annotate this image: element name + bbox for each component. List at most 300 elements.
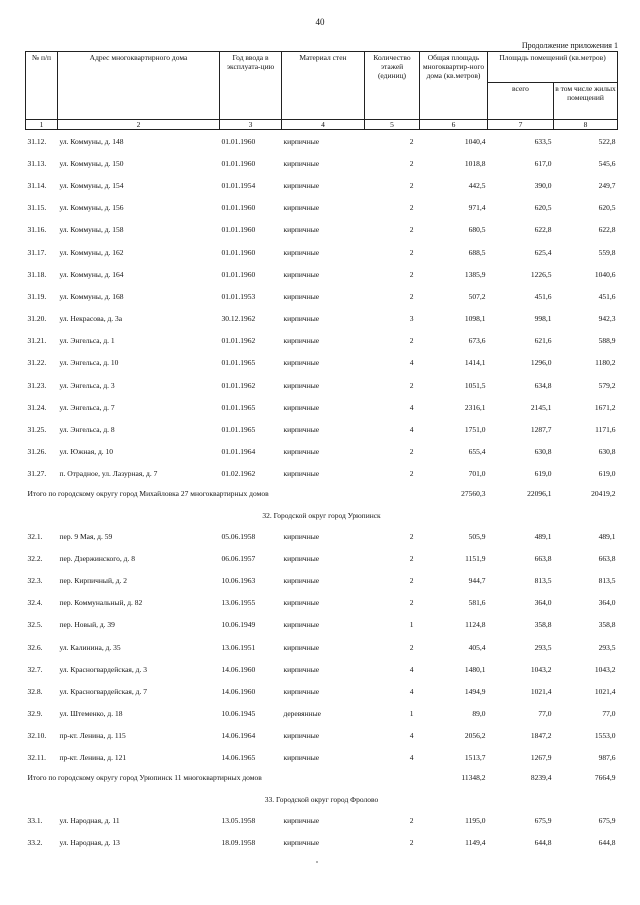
section-heading-frolovo <box>26 795 618 809</box>
row-wall-material: кирпичные <box>283 203 320 213</box>
row-rooms-living: 987,6 <box>598 753 616 763</box>
total-area: 11348,2 <box>461 773 486 783</box>
row-address: пер. Новый, д. 39 <box>59 620 115 630</box>
row-floors: 2 <box>409 815 414 825</box>
row-rooms-all: 663,8 <box>534 553 552 563</box>
row-commission-date: 01.01.1954 <box>221 180 256 190</box>
row-wall-material: кирпичные <box>283 664 320 674</box>
row-commission-date: 10.06.1963 <box>221 575 256 585</box>
row-address: ул. Коммуны, д. 168 <box>59 291 124 301</box>
table-row <box>26 219 618 241</box>
row-wall-material: кирпичные <box>283 336 320 346</box>
row-rooms-living: 579,2 <box>598 380 616 390</box>
row-total-area: 1494,9 <box>464 686 486 696</box>
header-rooms-all: всего <box>488 83 554 120</box>
row-address: ул. Энгельса, д. 10 <box>59 358 119 368</box>
row-commission-date: 01.01.1965 <box>221 358 256 368</box>
table-row <box>26 592 618 614</box>
row-address: пр-кт. Ленина, д. 121 <box>59 753 127 763</box>
header-floors: Количество этажей (единиц) <box>365 52 420 120</box>
housing-register-table <box>25 51 618 853</box>
row-wall-material: кирпичные <box>283 837 320 847</box>
row-number: 32.7. <box>27 664 43 674</box>
row-total-area: 1098,1 <box>464 314 486 324</box>
table-row <box>26 463 618 485</box>
table-row <box>26 374 618 396</box>
row-number: 31.25. <box>27 425 47 435</box>
total-rooms-living: 20419,2 <box>591 489 616 498</box>
row-rooms-all: 1043,2 <box>530 664 552 674</box>
row-address: ул. Коммуны, д. 162 <box>59 247 124 257</box>
row-rooms-all: 1296,0 <box>530 358 552 368</box>
row-address: пер. Коммунальный, д. 82 <box>59 598 143 608</box>
row-address: ул. Красногвардейская, д. 7 <box>59 686 147 696</box>
row-floors: 2 <box>409 336 414 346</box>
row-total-area: 2056,2 <box>464 731 486 741</box>
row-number: 31.13. <box>27 158 47 168</box>
row-rooms-living: 663,8 <box>598 553 616 563</box>
row-rooms-all: 813,5 <box>534 575 552 585</box>
row-commission-date: 01.01.1964 <box>221 447 256 457</box>
row-total-area: 1195,0 <box>465 815 486 825</box>
col-number: 8 <box>554 120 618 130</box>
row-address: ул. Коммуны, д. 150 <box>59 158 124 168</box>
row-number: 32.10. <box>27 731 47 741</box>
table-row <box>26 525 618 547</box>
row-number: 31.17. <box>27 247 47 257</box>
section-title: 33. Городской округ город Фролово <box>264 795 379 805</box>
row-wall-material: кирпичные <box>283 136 320 146</box>
row-rooms-all: 644,8 <box>534 837 552 847</box>
row-floors: 2 <box>409 225 414 235</box>
row-address: ул. Энгельса, д. 8 <box>59 425 115 435</box>
row-total-area: 680,5 <box>468 225 486 235</box>
total-uryupinsk <box>26 769 618 795</box>
row-total-area: 1151,9 <box>465 553 486 563</box>
row-total-area: 507,2 <box>468 291 486 301</box>
row-total-area: 944,7 <box>468 575 486 585</box>
table-row <box>26 174 618 196</box>
row-wall-material: кирпичные <box>283 380 320 390</box>
row-rooms-all: 364,0 <box>534 598 552 608</box>
row-total-area: 971,4 <box>468 203 486 213</box>
row-floors: 4 <box>409 425 414 435</box>
row-total-area: 701,0 <box>468 469 486 479</box>
row-rooms-living: 451,6 <box>598 291 616 301</box>
row-address: ул. Коммуны, д. 164 <box>59 269 124 279</box>
row-wall-material: кирпичные <box>283 575 320 585</box>
row-address: пер. Дзержинского, д. 8 <box>59 553 135 563</box>
row-wall-material: кирпичные <box>283 314 320 324</box>
row-address: пр-кт. Ленина, д. 115 <box>59 731 126 741</box>
row-commission-date: 13.06.1955 <box>221 598 256 608</box>
row-wall-material: кирпичные <box>283 553 320 563</box>
section-heading-uryupinsk <box>26 511 618 525</box>
row-total-area: 673,6 <box>468 336 486 346</box>
row-floors: 2 <box>409 575 414 585</box>
row-rooms-living: 559,8 <box>598 247 616 257</box>
row-wall-material: кирпичные <box>283 158 320 168</box>
page-speck <box>316 861 318 863</box>
row-wall-material: кирпичные <box>283 620 320 630</box>
row-number: 32.6. <box>27 642 43 652</box>
row-rooms-living: 522,8 <box>598 136 616 146</box>
row-floors: 2 <box>409 291 414 301</box>
row-commission-date: 01.01.1960 <box>221 247 256 257</box>
continuation-note: Продолжение приложения 1 <box>521 41 618 50</box>
col-number: 1 <box>26 120 58 130</box>
section-mikhailovka-rows <box>26 130 618 486</box>
row-total-area: 1051,5 <box>464 380 486 390</box>
row-rooms-all: 625,4 <box>534 247 552 257</box>
row-wall-material: кирпичные <box>283 225 320 235</box>
row-rooms-all: 633,5 <box>534 136 552 146</box>
total-label: Итого по городскому округу город Урюпинск 11 многоквартирных домов <box>27 773 262 783</box>
table-row <box>26 614 618 636</box>
row-wall-material: кирпичные <box>283 269 320 279</box>
row-rooms-all: 620,5 <box>534 203 552 213</box>
total-area: 27560,3 <box>461 489 486 498</box>
row-total-area: 442,5 <box>468 180 486 190</box>
row-commission-date: 18.09.1958 <box>221 837 256 847</box>
row-total-area: 1124,8 <box>465 620 486 630</box>
total-label: Итого по городскому округу город Михайловка 27 многоквартирных домов <box>27 489 269 498</box>
row-number: 31.23. <box>27 380 47 390</box>
row-commission-date: 13.06.1951 <box>221 642 256 652</box>
row-commission-date: 01.01.1965 <box>221 425 256 435</box>
row-floors: 4 <box>409 402 414 412</box>
row-floors: 2 <box>409 553 414 563</box>
table-row <box>26 547 618 569</box>
row-floors: 3 <box>409 314 414 324</box>
table-row <box>26 130 618 153</box>
row-wall-material: кирпичные <box>283 247 320 257</box>
row-floors: 2 <box>409 158 414 168</box>
table-row <box>26 352 618 374</box>
row-rooms-living: 620,5 <box>598 203 616 213</box>
header-year: Год ввода в эксплуата-цию <box>220 52 282 120</box>
col-number: 4 <box>282 120 365 130</box>
row-rooms-living: 644,8 <box>598 837 616 847</box>
row-commission-date: 06.06.1957 <box>221 553 256 563</box>
row-address: ул. Коммуны, д. 148 <box>59 136 124 146</box>
row-wall-material: кирпичные <box>283 425 320 435</box>
row-total-area: 405,4 <box>468 642 486 652</box>
row-number: 32.4. <box>27 598 43 608</box>
row-floors: 2 <box>409 598 414 608</box>
row-floors: 2 <box>409 837 414 847</box>
row-commission-date: 01.01.1960 <box>221 269 256 279</box>
row-address: ул. Калинина, д. 35 <box>59 642 121 652</box>
row-rooms-living: 358,8 <box>598 620 616 630</box>
row-wall-material: кирпичные <box>283 402 320 412</box>
row-commission-date: 10.06.1945 <box>221 709 256 719</box>
row-number: 31.26. <box>27 447 47 457</box>
row-rooms-living: 364,0 <box>598 598 616 608</box>
table-row <box>26 680 618 702</box>
row-total-area: 688,5 <box>468 247 486 257</box>
row-commission-date: 01.02.1962 <box>221 469 256 479</box>
row-floors: 4 <box>409 686 414 696</box>
col-number: 7 <box>488 120 554 130</box>
row-total-area: 1018,8 <box>464 158 486 168</box>
table-row <box>26 152 618 174</box>
row-rooms-living: 1180,2 <box>595 358 616 368</box>
row-rooms-all: 1267,9 <box>530 753 552 763</box>
row-rooms-all: 2145,1 <box>530 402 552 412</box>
row-floors: 4 <box>409 731 414 741</box>
row-number: 32.1. <box>27 531 43 541</box>
table-row <box>26 396 618 418</box>
row-rooms-living: 1043,2 <box>594 664 616 674</box>
row-wall-material: кирпичные <box>283 731 320 741</box>
row-number: 32.11. <box>27 753 46 763</box>
table-row <box>26 809 618 831</box>
table-row <box>26 569 618 591</box>
table-row <box>26 725 618 747</box>
row-rooms-living: 249,7 <box>598 180 616 190</box>
row-number: 31.14. <box>27 180 47 190</box>
row-wall-material: деревянные <box>283 709 322 719</box>
header-total-area: Общая площадь многоквартир-ного дома (кв.метров) <box>420 52 488 120</box>
row-commission-date: 01.01.1960 <box>221 158 256 168</box>
col-number: 3 <box>220 120 282 130</box>
row-wall-material: кирпичные <box>283 291 320 301</box>
row-rooms-all: 617,0 <box>534 158 552 168</box>
row-rooms-all: 1847,2 <box>530 731 552 741</box>
table-row <box>26 703 618 725</box>
row-address: ул. Коммуны, д. 156 <box>59 203 124 213</box>
row-rooms-living: 630,8 <box>598 447 616 457</box>
row-wall-material: кирпичные <box>283 531 320 541</box>
row-number: 31.12. <box>27 136 47 146</box>
row-number: 33.2. <box>27 837 43 847</box>
row-floors: 4 <box>409 753 414 763</box>
table-row <box>26 658 618 680</box>
row-address: ул. Народная, д. 11 <box>59 815 120 825</box>
row-wall-material: кирпичные <box>283 815 320 825</box>
row-rooms-all: 451,6 <box>534 291 552 301</box>
row-address: ул. Некрасова, д. 3а <box>59 314 123 324</box>
row-total-area: 89,0 <box>472 709 486 719</box>
header-wall: Материал стен <box>282 52 365 120</box>
row-total-area: 1040,4 <box>464 136 486 146</box>
row-rooms-living: 293,5 <box>598 642 616 652</box>
row-total-area: 1480,1 <box>464 664 486 674</box>
row-floors: 2 <box>409 380 414 390</box>
row-address: ул. Народная, д. 13 <box>59 837 120 847</box>
row-wall-material: кирпичные <box>283 753 320 763</box>
row-rooms-living: 77,0 <box>602 709 616 719</box>
row-total-area: 2316,1 <box>464 402 486 412</box>
row-commission-date: 01.01.1960 <box>221 136 256 146</box>
row-commission-date: 14.06.1960 <box>221 686 256 696</box>
row-rooms-living: 675,9 <box>598 815 616 825</box>
row-rooms-all: 293,5 <box>534 642 552 652</box>
row-rooms-all: 77,0 <box>538 709 552 719</box>
row-floors: 2 <box>409 642 414 652</box>
total-rooms-all: 8239,4 <box>530 773 552 783</box>
row-rooms-living: 1040,6 <box>594 269 616 279</box>
row-floors: 4 <box>409 358 414 368</box>
section-frolovo-rows <box>26 809 618 853</box>
total-rooms-living: 7664,9 <box>594 773 616 783</box>
row-commission-date: 01.01.1960 <box>221 225 256 235</box>
row-rooms-living: 1671,2 <box>594 402 616 412</box>
row-address: ул. Штеменко, д. 18 <box>59 709 123 719</box>
row-number: 32.2. <box>27 553 43 563</box>
row-total-area: 1414,1 <box>464 358 486 368</box>
row-floors: 2 <box>409 469 414 479</box>
row-total-area: 1513,7 <box>464 753 486 763</box>
total-mikhailovka <box>26 485 618 511</box>
row-wall-material: кирпичные <box>283 469 320 479</box>
row-floors: 2 <box>409 180 414 190</box>
row-commission-date: 30.12.1962 <box>221 314 256 324</box>
row-rooms-living: 1553,0 <box>594 731 616 741</box>
row-commission-date: 01.01.1962 <box>221 380 256 390</box>
row-wall-material: кирпичные <box>283 180 320 190</box>
row-number: 31.18. <box>27 269 47 279</box>
row-rooms-all: 621,6 <box>534 336 552 346</box>
row-rooms-living: 588,9 <box>598 336 616 346</box>
row-number: 31.16. <box>27 225 47 235</box>
col-number: 5 <box>365 120 420 130</box>
row-commission-date: 01.01.1965 <box>221 402 256 412</box>
row-commission-date: 13.05.1958 <box>221 815 256 825</box>
row-commission-date: 14.06.1964 <box>221 731 256 741</box>
table-row <box>26 308 618 330</box>
row-address: ул. Энгельса, д. 3 <box>59 380 115 390</box>
section-uryupinsk-rows <box>26 525 618 769</box>
table-row <box>26 263 618 285</box>
table-row <box>26 747 618 769</box>
row-rooms-all: 998,1 <box>534 314 552 324</box>
row-number: 31.20. <box>27 314 47 324</box>
row-wall-material: кирпичные <box>283 358 320 368</box>
row-commission-date: 14.06.1960 <box>221 664 256 674</box>
row-address: пер. 9 Мая, д. 59 <box>59 531 113 541</box>
row-address: пер. Кирпичный, д. 2 <box>59 575 128 585</box>
row-number: 32.9. <box>27 709 43 719</box>
row-floors: 1 <box>409 620 414 630</box>
row-total-area: 581,6 <box>468 598 486 608</box>
row-rooms-living: 622,8 <box>598 225 616 235</box>
row-total-area: 1149,4 <box>465 837 486 847</box>
col-number: 6 <box>420 120 488 130</box>
row-floors: 2 <box>409 203 414 213</box>
row-address: ул. Коммуны, д. 158 <box>59 225 124 235</box>
row-floors: 2 <box>409 247 414 257</box>
row-number: 31.19. <box>27 291 47 301</box>
row-rooms-all: 619,0 <box>534 469 552 479</box>
row-address: п. Отрадное, ул. Лазурная, д. 7 <box>59 469 158 479</box>
row-number: 31.22. <box>27 358 47 368</box>
row-rooms-living: 545,6 <box>598 158 616 168</box>
row-total-area: 505,9 <box>468 531 486 541</box>
row-rooms-all: 1226,5 <box>530 269 552 279</box>
row-address: ул. Южная, д. 10 <box>59 447 114 457</box>
row-rooms-all: 489,1 <box>534 531 552 541</box>
row-wall-material: кирпичные <box>283 642 320 652</box>
table-row <box>26 197 618 219</box>
row-rooms-living: 1021,4 <box>594 686 616 696</box>
row-floors: 4 <box>409 664 414 674</box>
row-number: 31.27. <box>27 469 47 479</box>
row-wall-material: кирпичные <box>283 447 320 457</box>
row-rooms-living: 489,1 <box>598 531 616 541</box>
row-commission-date: 01.01.1953 <box>221 291 256 301</box>
table-header <box>26 52 618 130</box>
row-number: 33.1. <box>27 815 43 825</box>
row-commission-date: 01.01.1962 <box>221 336 256 346</box>
row-rooms-all: 1287,7 <box>530 425 552 435</box>
table-row <box>26 418 618 440</box>
row-rooms-all: 622,8 <box>534 225 552 235</box>
row-rooms-all: 634,8 <box>534 380 552 390</box>
header-address: Адрес многоквартирного дома <box>58 52 220 120</box>
row-total-area: 1751,0 <box>464 425 486 435</box>
row-commission-date: 05.06.1958 <box>221 531 256 541</box>
header-no: № п/п <box>26 52 58 120</box>
row-wall-material: кирпичные <box>283 598 320 608</box>
page-number: 40 <box>315 17 325 27</box>
row-number: 31.21. <box>27 336 47 346</box>
row-number: 31.15. <box>27 203 47 213</box>
total-rooms-all: 22096,1 <box>527 489 552 498</box>
row-rooms-all: 630,8 <box>534 447 552 457</box>
row-number: 31.24. <box>27 402 47 412</box>
row-commission-date: 10.06.1949 <box>221 620 256 630</box>
row-rooms-living: 942,3 <box>598 314 616 324</box>
row-address: ул. Энгельса, д. 1 <box>59 336 115 346</box>
table-row <box>26 241 618 263</box>
table-row <box>26 441 618 463</box>
row-rooms-living: 619,0 <box>598 469 616 479</box>
row-rooms-living: 813,5 <box>598 575 616 585</box>
row-floors: 2 <box>409 447 414 457</box>
row-number: 32.3. <box>27 575 43 585</box>
table-row <box>26 831 618 853</box>
section-title: 32. Городской округ город Урюпинск <box>262 511 381 520</box>
table-row <box>26 330 618 352</box>
row-floors: 1 <box>409 709 414 719</box>
row-number: 32.8. <box>27 686 43 696</box>
row-rooms-living: 1171,6 <box>595 425 616 435</box>
row-commission-date: 14.06.1965 <box>221 753 256 763</box>
row-rooms-all: 358,8 <box>534 620 552 630</box>
header-rooms-area: Площадь помещений (кв.метров) <box>488 52 618 83</box>
col-number: 2 <box>58 120 220 130</box>
row-rooms-all: 1021,4 <box>530 686 552 696</box>
row-address: ул. Коммуны, д. 154 <box>59 180 124 190</box>
header-rooms-living: в том числе жилых помещений <box>554 83 618 120</box>
table-row <box>26 636 618 658</box>
row-total-area: 655,4 <box>468 447 486 457</box>
row-floors: 2 <box>409 269 414 279</box>
row-floors: 2 <box>409 136 414 146</box>
row-rooms-all: 390,0 <box>534 180 552 190</box>
table-row <box>26 285 618 307</box>
row-floors: 2 <box>409 531 414 541</box>
row-number: 32.5. <box>27 620 43 630</box>
row-address: ул. Энгельса, д. 7 <box>59 402 115 412</box>
row-wall-material: кирпичные <box>283 686 320 696</box>
row-commission-date: 01.01.1960 <box>221 203 256 213</box>
row-rooms-all: 675,9 <box>534 815 552 825</box>
row-address: ул. Красногвардейская, д. 3 <box>59 664 147 674</box>
row-total-area: 1385,9 <box>464 269 486 279</box>
